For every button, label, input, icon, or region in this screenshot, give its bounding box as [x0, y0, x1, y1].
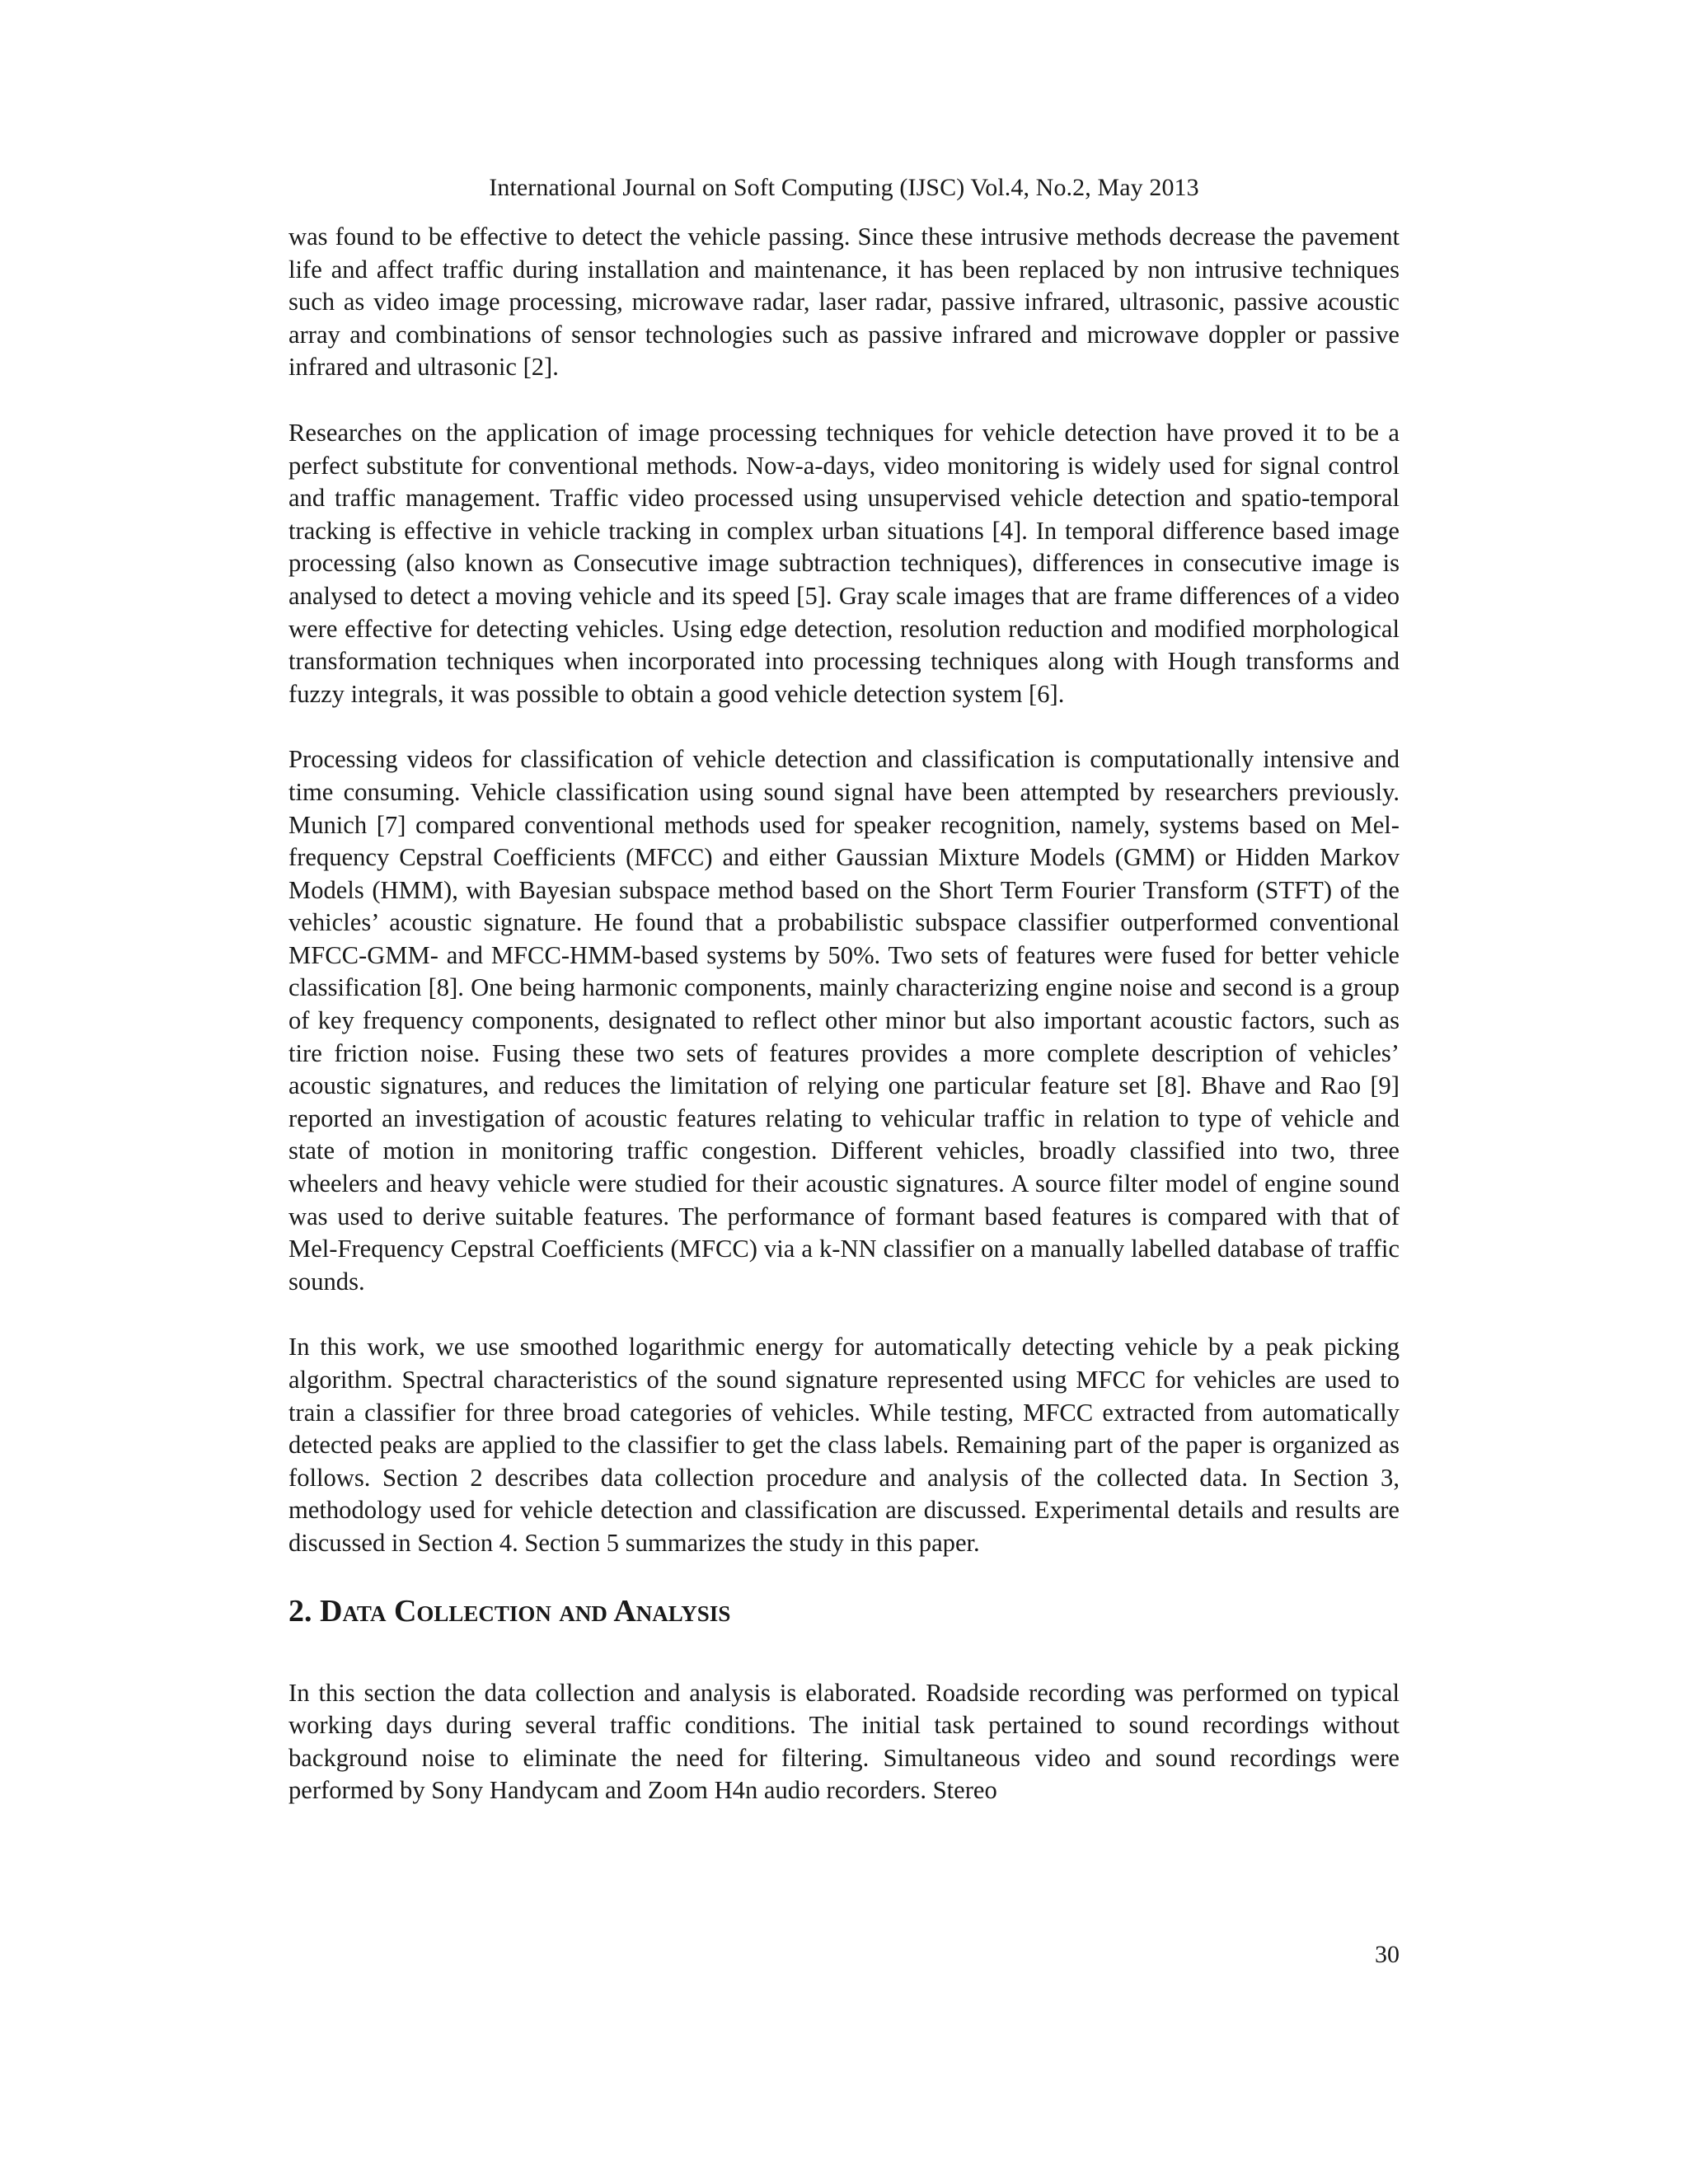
- section-heading: [288, 1593, 1400, 1629]
- section-title: Data Collection and Analysis: [320, 1593, 731, 1629]
- paragraph-image-processing: Researches on the application of image processing techniques for vehicle detection have proved it to be a perfect substitute for conventional methods. Now-a-days, video monitoring is widely used for signal control and traffic management. Traffic video processed using unsupervised vehicle detection and spatio-temporal tracking is effective in vehicle tracking in complex urban situations [4]. In temporal difference based image processing (also known as Consecutive image subtraction techniques), differences in consecutive image is analysed to detect a moving vehicle and its speed [5]. Gray scale images that are frame differences of a video were effective for detecting vehicles. Using edge detection, resolution reduction and modified morphological transformation techniques when incorporated into processing techniques along with Hough transforms and fuzzy integrals, it was possible to obtain a good vehicle detection system [6].: [288, 418, 1400, 708]
- running-header: International Journal on Soft Computing (IJSC) Vol.4, No.2, May 2013: [489, 174, 1199, 201]
- section-number: 2.: [288, 1593, 320, 1629]
- paragraph-this-work: In this work, we use smoothed logarithmic energy for automatically detecting vehicle by a peak picking algorithm. Spectral characteristics of the sound signature represented using MFCC for vehicles are used to train a classifier for three broad categories of vehicles. While testing, MFCC extracted from automatically detected peaks are applied to the classifier to get the class labels. Remaining part of the paper is organized as follows. Section 2 describes data collection procedure and analysis of the collected data. In Section 3, methodology used for vehicle detection and classification are discussed. Experimental details and results are discussed in Section 4. Section 5 summarizes the study in this paper.: [288, 1333, 1400, 1557]
- page-number: 30: [1375, 1941, 1400, 1968]
- paragraph-intrusive-methods: was found to be effective to detect the vehicle passing. Since these intrusive methods decrease the pavement life and affect traffic during installation and maintenance, it has been replaced by non intrusive techniques such as video image processing, microwave radar, laser radar, passive infrared, ultrasonic, passive acoustic array and combinations of sensor technologies such as passive infrared and microwave doppler or passive infrared and ultrasonic [2].: [288, 223, 1400, 382]
- body-text: [288, 221, 1400, 1840]
- paragraph-data-collection: In this section the data collection and analysis is elaborated. Roadside recording was performed on typical working days during several traffic conditions. The initial task pertained to sound recordings without background noise to eliminate the need for filtering. Simultaneous video and sound recordings were performed by Sony Handycam and Zoom H4n audio recorders. Stereo: [288, 1678, 1400, 1805]
- paragraph-sound-classification: Processing videos for classification of vehicle detection and classification is computationally intensive and time consuming. Vehicle classification using sound signal have been attempted by researchers previously. Munich [7] compared conventional methods used for speaker recognition, namely, systems based on Mel-frequency Cepstral Coefficients (MFCC) and either Gaussian Mixture Models (GMM) or Hidden Markov Models (HMM), with Bayesian subspace method based on the Short Term Fourier Transform (STFT) of the vehicles’ acoustic signature. He found that a probabilistic subspace classifier outperformed conventional MFCC-GMM- and MFCC-HMM-based systems by 50%. Two sets of features were fused for better vehicle classification [8]. One being harmonic components, mainly characterizing engine noise and second is a group of key frequency components, designated to reflect other minor but also important acoustic factors, such as tire friction noise. Fusing these two sets of features provides a more complete description of vehicles’ acoustic signatures, and reduces the limitation of relying one particular feature set [8]. Bhave and Rao [9] reported an investigation of acoustic features relating to vehicular traffic in relation to type of vehicle and state of motion in monitoring traffic congestion. Different vehicles, broadly classified into two, three wheelers and heavy vehicle were studied for their acoustic signatures. A source filter model of engine sound was used to derive suitable features. The performance of formant based features is compared with that of Mel-Frequency Cepstral Coefficients (MFCC) via a k-NN classifier on a manually labelled database of traffic sounds.: [288, 745, 1400, 1296]
